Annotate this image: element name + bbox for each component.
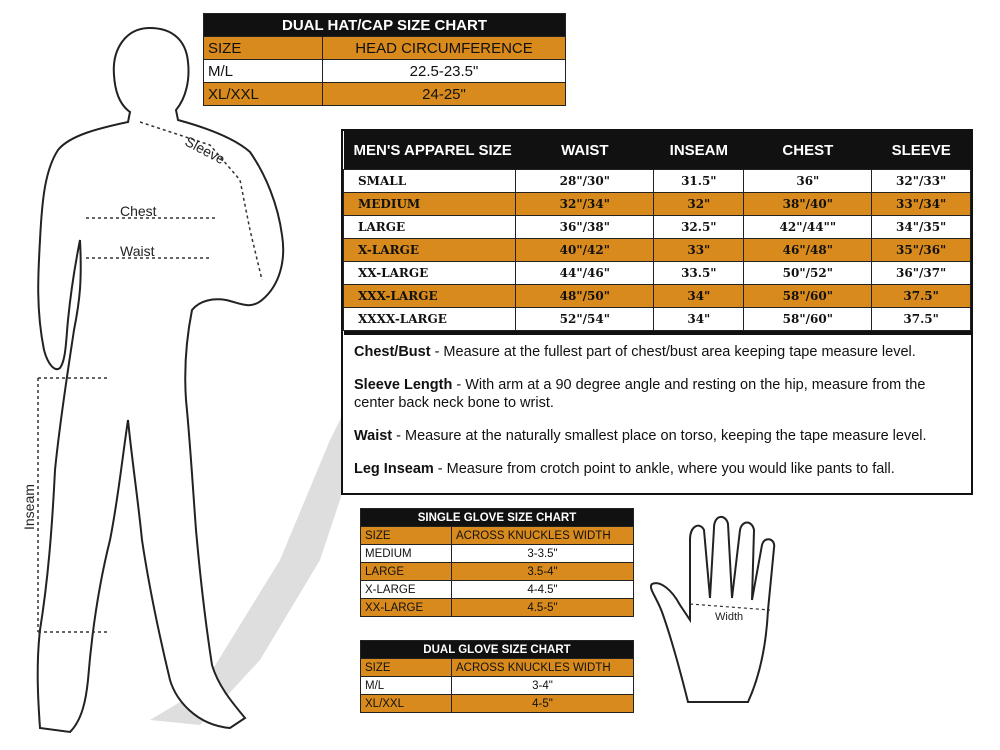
hat-row-size: XL/XXL [204, 83, 323, 106]
waist-label: Waist [120, 243, 155, 259]
apparel-inseam-cell: 33.5" [654, 262, 744, 285]
glove-header-size: SIZE [361, 527, 452, 545]
apparel-chest-cell: 46"/48" [744, 239, 872, 262]
sleeve-label: Sleeve [182, 133, 228, 168]
hat-size-chart [203, 13, 566, 106]
apparel-waist-cell: 28"/30" [516, 170, 654, 193]
apparel-inseam-cell: 32" [654, 193, 744, 216]
note-term: Sleeve Length [354, 377, 453, 393]
glove-width-cell: 4-5" [452, 695, 634, 713]
apparel-size-cell: LARGE [344, 216, 516, 239]
note-text: - Measure from crotch point to ankle, where you would like pants to fall. [433, 461, 895, 477]
apparel-size-cell: SMALL [344, 170, 516, 193]
hat-header-size: SIZE [204, 37, 323, 60]
apparel-chest-cell: 38"/40" [744, 193, 872, 216]
apparel-size-cell: XXXX-LARGE [344, 308, 516, 331]
note-text: - With arm at a 90 degree angle and resting on the hip, measure from the center back neck bone to wrist. [354, 377, 926, 411]
table-row [361, 695, 634, 713]
apparel-chest-cell: 36" [744, 170, 872, 193]
apparel-chest-cell: 50"/52" [744, 262, 872, 285]
table-row [344, 216, 971, 239]
inseam-label: Inseam [21, 484, 37, 530]
glove-width-cell: 4.5-5" [452, 599, 634, 617]
table-row [344, 285, 971, 308]
glove-width-cell: 4-4.5" [452, 581, 634, 599]
glove-width-cell: 3.5-4" [452, 563, 634, 581]
table-row [344, 193, 971, 216]
apparel-size-cell: X-LARGE [344, 239, 516, 262]
dual-glove-size-chart [360, 640, 634, 713]
glove-size-cell: XX-LARGE [361, 599, 452, 617]
apparel-header-size: MEN'S APPAREL SIZE [344, 131, 516, 170]
chest-label: Chest [120, 203, 157, 219]
apparel-waist-cell: 44"/46" [516, 262, 654, 285]
apparel-sleeve-cell: 37.5" [872, 285, 971, 308]
hat-row-value: 24-25" [323, 83, 566, 106]
single-glove-size-chart [360, 508, 634, 617]
table-row [344, 262, 971, 285]
note-text: - Measure at the naturally smallest place on torso, keeping the tape measure level. [392, 428, 927, 444]
apparel-waist-cell: 36"/38" [516, 216, 654, 239]
apparel-inseam-cell: 34" [654, 308, 744, 331]
apparel-chest-cell: 58"/60" [744, 285, 872, 308]
glove-size-cell: MEDIUM [361, 545, 452, 563]
note-waist [354, 427, 966, 445]
apparel-sleeve-cell: 32"/33" [872, 170, 971, 193]
apparel-size-chart [343, 131, 971, 335]
apparel-chest-cell: 42"/44"" [744, 216, 872, 239]
glove-size-cell: M/L [361, 677, 452, 695]
table-row [344, 239, 971, 262]
table-row [344, 170, 971, 193]
table-row [361, 599, 634, 617]
table-row [361, 581, 634, 599]
apparel-sleeve-cell: 33"/34" [872, 193, 971, 216]
dual-glove-title: DUAL GLOVE SIZE CHART [361, 641, 634, 659]
hat-row-size: M/L [204, 60, 323, 83]
note-term: Leg Inseam [354, 461, 434, 477]
width-label: Width [715, 611, 744, 623]
glove-width-cell: 3-3.5" [452, 545, 634, 563]
glove-header-width: ACROSS KNUCKLES WIDTH [452, 527, 634, 545]
hat-row-value: 22.5-23.5" [323, 60, 566, 83]
single-glove-title: SINGLE GLOVE SIZE CHART [361, 509, 634, 527]
table-row [361, 677, 634, 695]
apparel-inseam-cell: 33" [654, 239, 744, 262]
glove-header-size: SIZE [361, 659, 452, 677]
hat-chart-title: DUAL HAT/CAP SIZE CHART [204, 14, 566, 37]
note-term: Waist [354, 428, 393, 444]
apparel-sleeve-cell: 37.5" [872, 308, 971, 331]
apparel-header-chest: CHEST [744, 131, 872, 170]
apparel-header-waist: WAIST [516, 131, 654, 170]
apparel-waist-cell: 40"/42" [516, 239, 654, 262]
apparel-inseam-cell: 32.5" [654, 216, 744, 239]
apparel-inseam-cell: 34" [654, 285, 744, 308]
apparel-sleeve-cell: 34"/35" [872, 216, 971, 239]
apparel-waist-cell: 48"/50" [516, 285, 654, 308]
apparel-sleeve-cell: 35"/36" [872, 239, 971, 262]
apparel-waist-cell: 52"/54" [516, 308, 654, 331]
apparel-size-cell: XX-LARGE [344, 262, 516, 285]
apparel-inseam-cell: 31.5" [654, 170, 744, 193]
hat-header-circumference: HEAD CIRCUMFERENCE [323, 37, 566, 60]
apparel-chest-cell: 58"/60" [744, 308, 872, 331]
glove-size-cell: XL/XXL [361, 695, 452, 713]
apparel-sleeve-cell: 36"/37" [872, 262, 971, 285]
glove-size-cell: X-LARGE [361, 581, 452, 599]
apparel-header-sleeve: SLEEVE [872, 131, 971, 170]
table-row [361, 545, 634, 563]
table-row [344, 308, 971, 331]
note-term: Chest/Bust [354, 344, 431, 360]
apparel-size-cell: XXX-LARGE [344, 285, 516, 308]
apparel-waist-cell: 32"/34" [516, 193, 654, 216]
table-separator [344, 331, 971, 336]
apparel-header-inseam: INSEAM [654, 131, 744, 170]
note-inseam [354, 460, 966, 478]
hand-outline [651, 517, 774, 702]
measurement-notes [354, 343, 966, 493]
note-text: - Measure at the fullest part of chest/bust area keeping tape measure level. [430, 344, 916, 360]
note-sleeve [354, 376, 966, 412]
glove-size-cell: LARGE [361, 563, 452, 581]
note-chest [354, 343, 966, 361]
table-row [361, 563, 634, 581]
glove-header-width: ACROSS KNUCKLES WIDTH [452, 659, 634, 677]
glove-width-cell: 3-4" [452, 677, 634, 695]
apparel-size-cell: MEDIUM [344, 193, 516, 216]
